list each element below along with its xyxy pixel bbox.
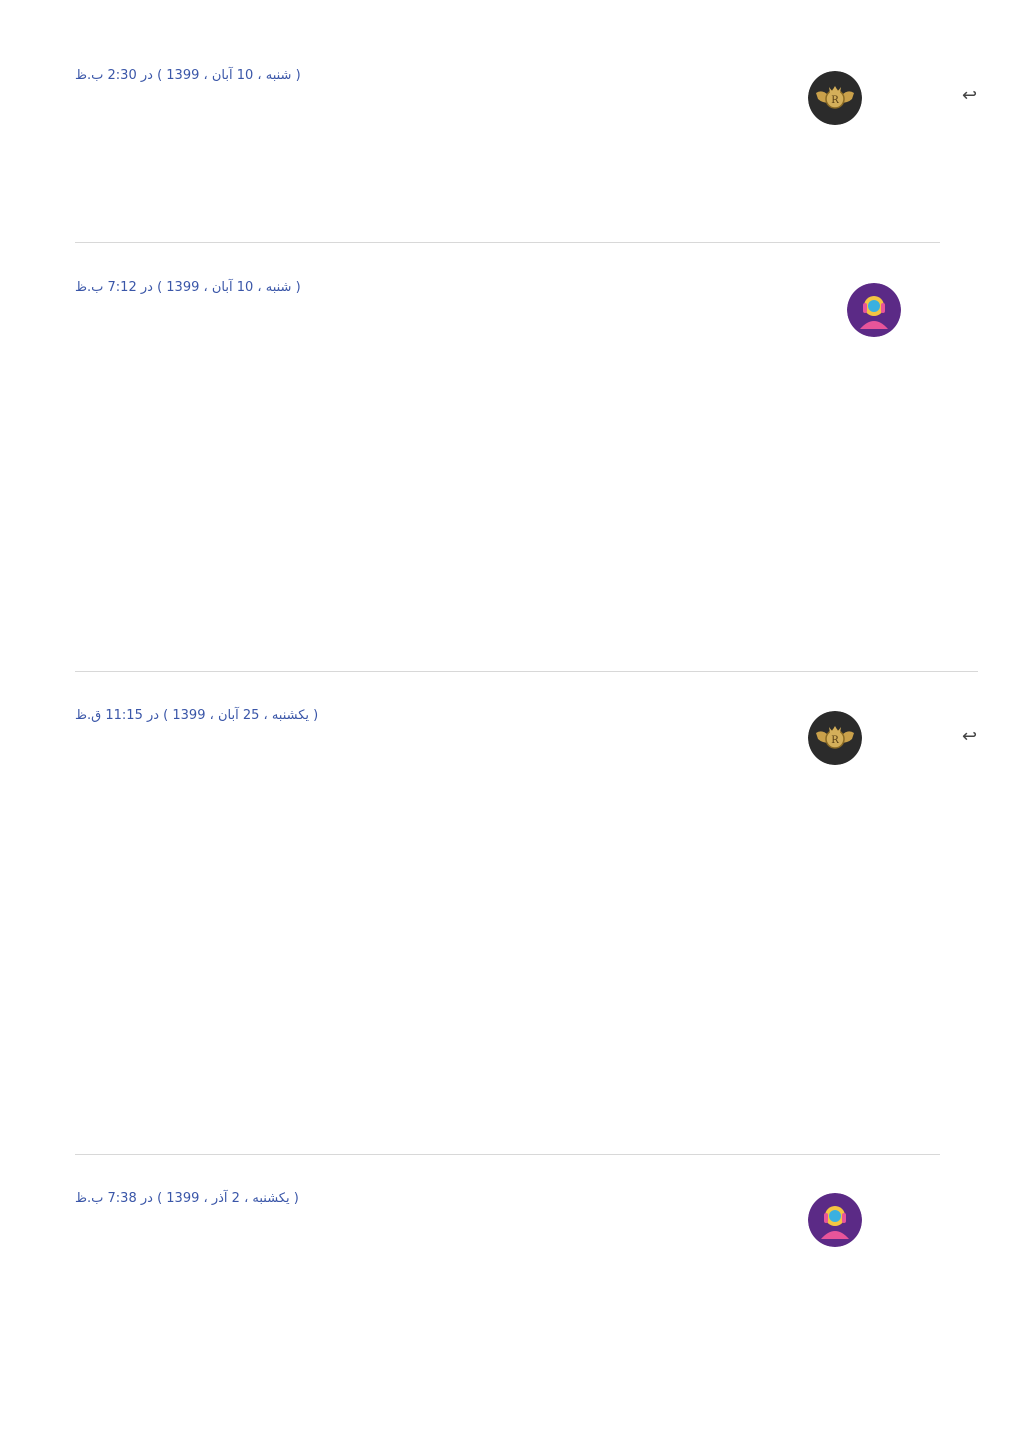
user-avatar [847, 283, 901, 337]
divider [75, 242, 940, 243]
user-avatar [808, 1193, 862, 1247]
comment-date-link[interactable]: ( شنبه ، 10 آبان ، 1399 ) در 7:12 ب.ظ [75, 280, 301, 295]
comment-date-link[interactable]: ( یکشنبه ، 2 آذر ، 1399 ) در 7:38 ب.ظ [75, 1191, 299, 1206]
comment-date-link[interactable]: ( یکشنبه ، 25 آبان ، 1399 ) در 11:15 ق.ظ [75, 708, 319, 723]
logo-avatar [808, 71, 862, 125]
svg-text:R: R [831, 95, 839, 106]
divider [75, 1154, 940, 1155]
logo-avatar [808, 711, 862, 765]
reply-arrow-icon[interactable]: ↩ [962, 726, 978, 747]
divider [75, 671, 978, 672]
svg-text:R: R [831, 735, 839, 746]
comment-date-link[interactable]: ( شنبه ، 10 آبان ، 1399 ) در 2:30 ب.ظ [75, 68, 301, 83]
reply-arrow-icon[interactable]: ↩ [962, 85, 978, 106]
